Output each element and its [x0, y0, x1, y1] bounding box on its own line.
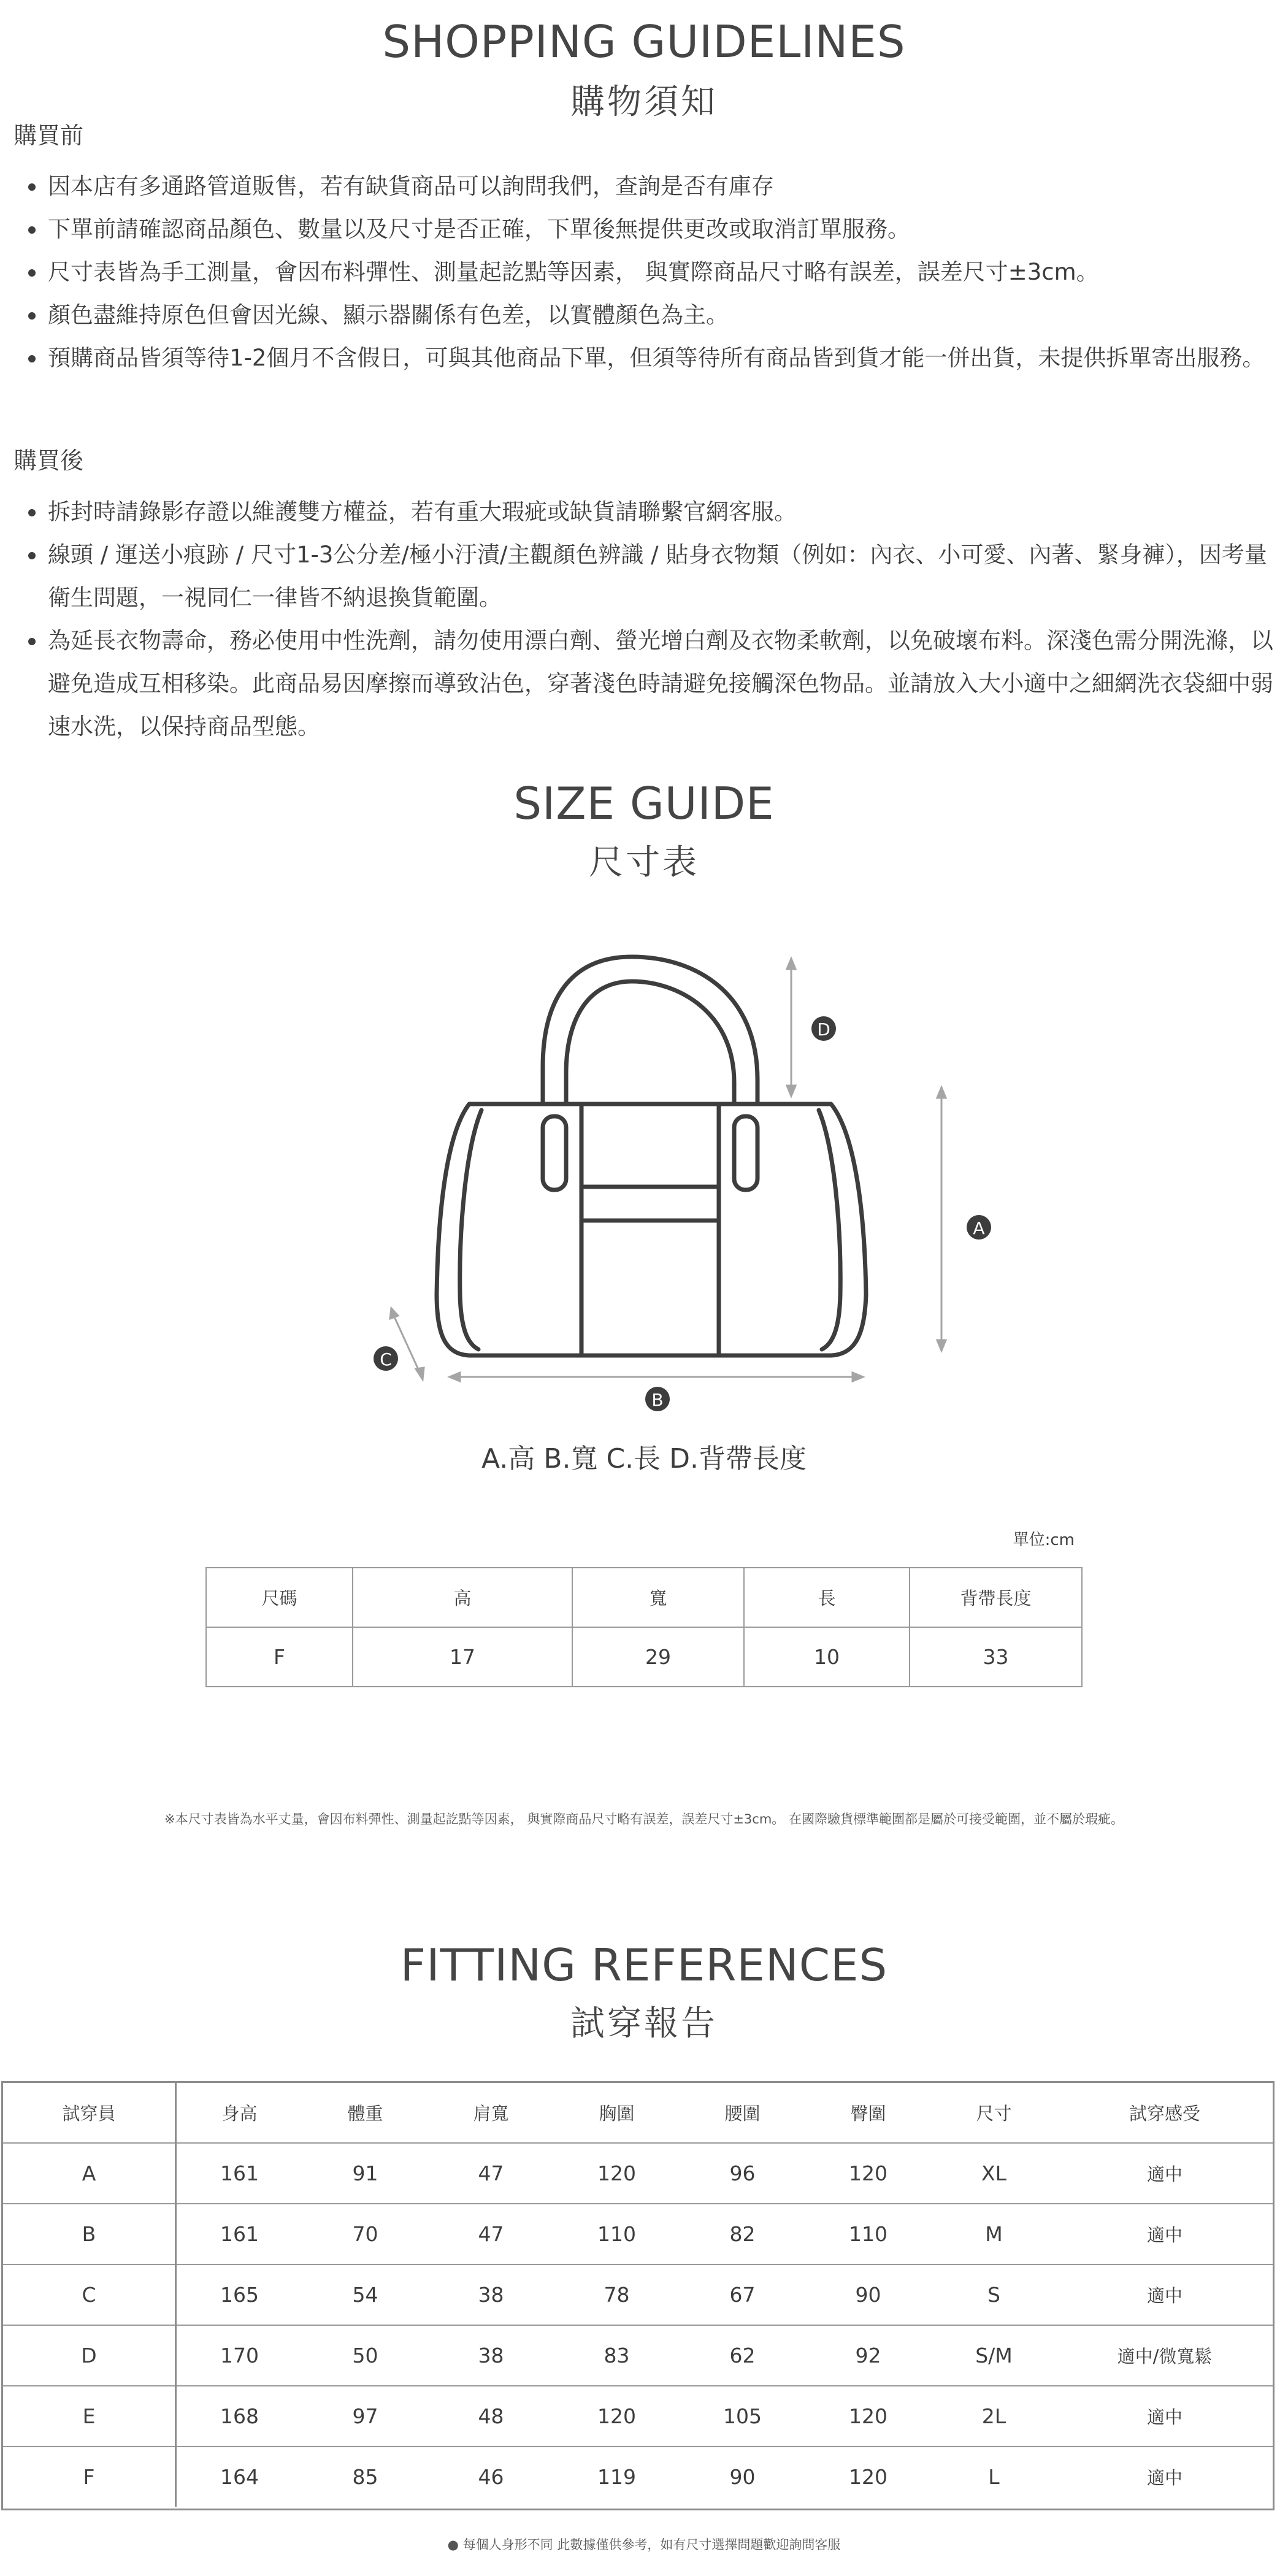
table-cell: 17: [353, 1627, 572, 1687]
table-cell: 67: [680, 2264, 805, 2325]
handle-tab-right: [734, 1116, 757, 1190]
table-row: [3, 2204, 1273, 2264]
table-cell: 33: [910, 1627, 1082, 1687]
table-cell: M: [931, 2204, 1057, 2264]
table-cell: 161: [176, 2143, 303, 2204]
table-cell: 164: [220, 2465, 259, 2489]
table-cell: XL: [931, 2143, 1057, 2204]
table-row: [3, 2447, 1273, 2507]
measurement-note: ※本尺寸表皆為水平丈量，會因布料彈性、測量起訖點等因素， 與實際商品尺寸略有誤差，誤差尺寸±3cm。 在國際驗貨標準範圍都是屬於可接受範圍，並不屬於瑕疵。: [164, 1812, 1124, 1827]
table-cell: 161: [176, 2204, 303, 2264]
table-cell: 適中: [1057, 2143, 1273, 2204]
handle-tab-left: [543, 1116, 566, 1190]
table-cell: 54: [302, 2264, 428, 2325]
table-cell: 92: [805, 2325, 931, 2386]
list-item: 尺寸表皆為手工測量，會因布料彈性、測量起訖點等因素， 與實際商品尺寸略有誤差，誤差尺寸±3cm。: [0, 251, 1288, 294]
bag-body: [437, 1104, 866, 1355]
before-purchase-heading: 購買前: [13, 122, 84, 149]
table-header-row: [3, 2083, 1273, 2143]
table-cell: 170: [176, 2325, 303, 2386]
table-header: 尺寸: [931, 2083, 1057, 2143]
table-cell: 110: [554, 2204, 680, 2264]
table-cell: 90: [729, 2465, 756, 2489]
table-header: 背帶長度: [910, 1568, 1082, 1627]
size-guide-title-en: SIZE GUIDE: [513, 778, 775, 829]
table-cell: B: [3, 2204, 176, 2264]
table-cell: E: [3, 2386, 176, 2447]
table-cell: 2L: [931, 2386, 1057, 2447]
table-cell: 97: [302, 2386, 428, 2447]
table-cell: 168: [176, 2386, 303, 2447]
table-header: 身高: [176, 2083, 303, 2143]
list-item: 顏色盡維持原色但會因光線、顯示器關係有色差，以實體顏色為主。: [0, 294, 1288, 337]
table-row: [3, 2264, 1273, 2325]
fitting-table-frame: [1, 2081, 1275, 2510]
marker-c: [374, 1346, 398, 1371]
shopping-title-zh: 購物須知: [570, 82, 718, 122]
table-cell: 62: [680, 2325, 805, 2386]
unit-label: 單位:cm: [1013, 1531, 1075, 1549]
list-item: 拆封時請錄影存證以維護雙方權益，若有重大瑕疵或缺貨請聯繫官網客服。: [0, 491, 1288, 534]
table-header: 尺碼: [206, 1568, 353, 1627]
table-cell: 38: [428, 2325, 554, 2386]
marker-a: [967, 1215, 991, 1240]
table-cell: 96: [680, 2143, 805, 2204]
table-header: 試穿感受: [1057, 2083, 1273, 2143]
table-cell: S: [931, 2264, 1057, 2325]
table-cell: 29: [572, 1627, 744, 1687]
table-header: 體重: [302, 2083, 428, 2143]
table-row: [206, 1627, 1082, 1687]
fitting-title-en: FITTING REFERENCES: [400, 1939, 888, 1991]
shopping-title-en: SHOPPING GUIDELINES: [382, 16, 906, 67]
marker-b: [645, 1387, 670, 1411]
list-item: 線頭 / 運送小痕跡 / 尺寸1-3公分差/極小汙漬/主觀顏色辨識 / 貼身衣物類（例如：內衣、小可愛、內著、緊身褲），因考量衛生問題，一視同仁一律皆不納退換貨範圍。: [0, 534, 1288, 619]
table-header: 肩寬: [428, 2083, 554, 2143]
table-cell: 91: [302, 2143, 428, 2204]
size-table: [205, 1567, 1083, 1687]
table-header: 胸圍: [554, 2083, 680, 2143]
fitting-footer-note: ● 每個人身形不同 此數據僅供參考，如有尺寸選擇問題歡迎詢問客服: [447, 2537, 841, 2552]
table-header: 高: [353, 1568, 572, 1627]
table-header: 長: [744, 1568, 910, 1627]
table-cell: 適中: [1057, 2204, 1273, 2264]
after-purchase-heading: 購買後: [13, 447, 84, 474]
table-cell: L: [988, 2465, 1000, 2489]
after-purchase-list: [0, 491, 1288, 748]
table-cell: C: [3, 2264, 176, 2325]
bag-diagram: [0, 920, 1288, 1435]
table-cell: 120: [805, 2386, 931, 2447]
table-cell: 82: [680, 2204, 805, 2264]
table-cell: D: [3, 2325, 176, 2386]
dimension-legend: A.高 B.寬 C.長 D.背帶長度: [481, 1443, 807, 1474]
fitting-table: [3, 2083, 1273, 2507]
table-cell: 78: [554, 2264, 680, 2325]
table-row: [3, 2386, 1273, 2447]
table-header-row: [206, 1568, 1082, 1627]
table-cell: 165: [176, 2264, 303, 2325]
table-cell: 110: [805, 2204, 931, 2264]
table-cell: 70: [302, 2204, 428, 2264]
table-cell: 48: [428, 2386, 554, 2447]
svg-text:A: A: [973, 1218, 985, 1238]
table-cell: F: [3, 2447, 176, 2507]
fitting-title-zh: 試穿報告: [570, 2004, 718, 2044]
table-cell: 90: [805, 2264, 931, 2325]
table-row: [3, 2143, 1273, 2204]
svg-text:C: C: [380, 1349, 392, 1370]
table-cell: 105: [680, 2386, 805, 2447]
table-cell: 119: [597, 2465, 636, 2489]
table-cell: 47: [428, 2143, 554, 2204]
list-item: 為延長衣物壽命，務必使用中性洗劑，請勿使用漂白劑、螢光增白劑及衣物柔軟劑，以免破壞布料。深淺色需分開洗滌，以避免造成互相移染。此商品易因摩擦而導致沾色，穿著淺色時請避免接觸深色物品。並請放入大小適中之細網洗衣袋細中弱速水洗，以保持商品型態。: [0, 619, 1288, 748]
table-cell: 120: [805, 2143, 931, 2204]
list-item: 下單前請確認商品顏色、數量以及尺寸是否正確，下單後無提供更改或取消訂單服務。: [0, 208, 1288, 251]
table-cell: 50: [302, 2325, 428, 2386]
table-cell: 120: [554, 2143, 680, 2204]
table-cell: 適中: [1057, 2264, 1273, 2325]
table-cell: 適中: [1146, 2467, 1183, 2488]
table-cell: 10: [744, 1627, 910, 1687]
table-cell: 適中: [1057, 2386, 1273, 2447]
table-cell: 適中/微寬鬆: [1057, 2325, 1273, 2386]
table-cell: 38: [428, 2264, 554, 2325]
table-cell: 47: [428, 2204, 554, 2264]
table-header: 腰圍: [680, 2083, 805, 2143]
table-cell: 120: [554, 2386, 680, 2447]
table-row: [3, 2325, 1273, 2386]
svg-text:B: B: [651, 1390, 664, 1410]
table-cell: S/M: [931, 2325, 1057, 2386]
table-cell: 83: [554, 2325, 680, 2386]
size-guide-title-zh: 尺寸表: [589, 843, 699, 883]
table-cell: 120: [849, 2465, 887, 2489]
table-cell: 46: [478, 2465, 504, 2489]
table-cell: 85: [352, 2465, 378, 2489]
marker-d: [811, 1016, 836, 1041]
svg-text:D: D: [817, 1019, 830, 1040]
table-cell: F: [206, 1627, 353, 1687]
before-purchase-list: [0, 165, 1288, 380]
table-cell: A: [3, 2143, 176, 2204]
table-header: 試穿員: [3, 2083, 176, 2143]
list-item: 因本店有多通路管道販售，若有缺貨商品可以詢問我們，查詢是否有庫存: [0, 165, 1288, 208]
table-header: 臀圍: [805, 2083, 931, 2143]
table-header: 寬: [572, 1568, 744, 1627]
list-item: 預購商品皆須等待1-2個月不含假日，可與其他商品下單，但須等待所有商品皆到貨才能一併出貨，未提供拆單寄出服務。: [0, 337, 1288, 380]
